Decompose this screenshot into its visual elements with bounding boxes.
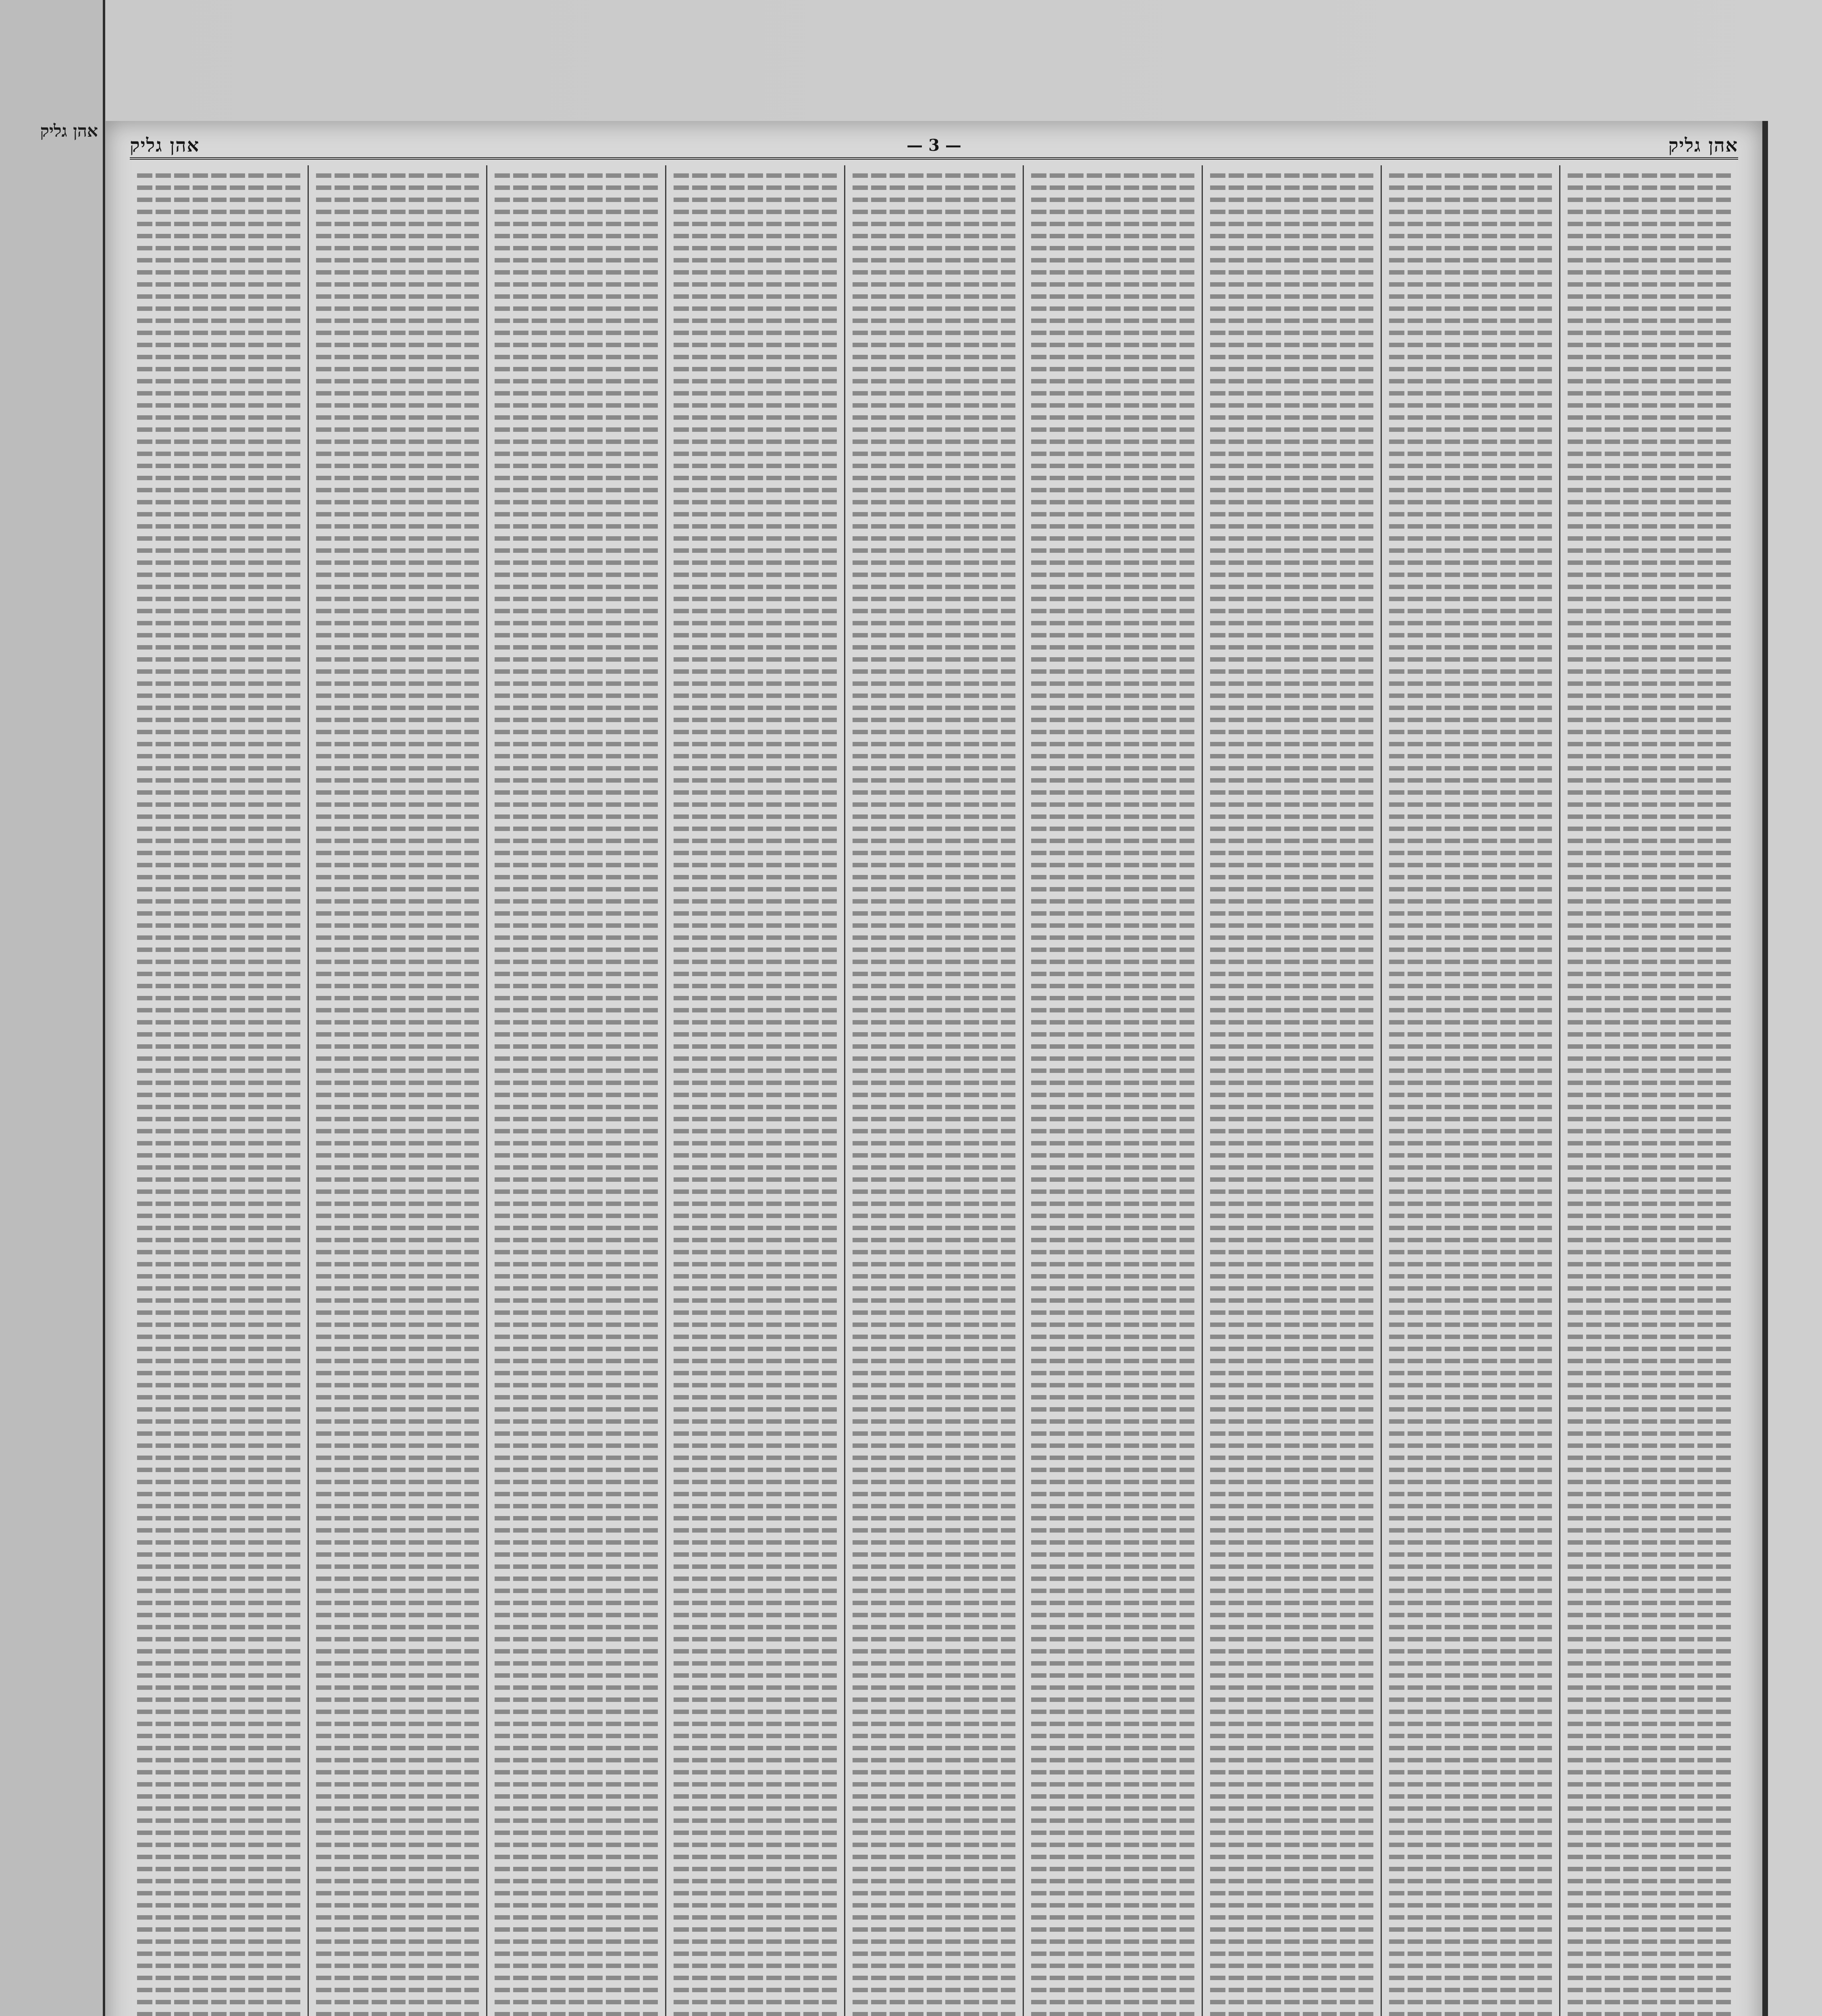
column-text	[1031, 173, 1194, 2016]
column-6	[665, 165, 844, 2016]
masthead-title: אהן גליק	[130, 134, 200, 156]
column-9	[130, 165, 308, 2016]
text-columns	[130, 165, 1738, 2016]
column-7	[486, 165, 665, 2016]
column-4	[1023, 165, 1202, 2016]
column-3	[1202, 165, 1381, 2016]
page-number: — 3 —	[907, 135, 961, 155]
column-text	[316, 173, 479, 2016]
previous-page-header: אהן גליק	[40, 121, 98, 141]
masthead	[130, 133, 1738, 160]
previous-page-edge	[0, 0, 105, 2016]
column-text	[1210, 173, 1373, 2016]
masthead-title-right: אהן גליק	[1668, 134, 1738, 156]
column-text	[137, 173, 300, 2016]
column-text	[495, 173, 658, 2016]
column-text	[853, 173, 1016, 2016]
column-text	[1389, 173, 1552, 2016]
column-5	[844, 165, 1023, 2016]
column-8	[308, 165, 487, 2016]
column-text	[674, 173, 837, 2016]
newspaper-page	[106, 121, 1768, 2016]
column-text	[1568, 173, 1731, 2016]
column-2	[1381, 165, 1560, 2016]
column-1	[1559, 165, 1738, 2016]
